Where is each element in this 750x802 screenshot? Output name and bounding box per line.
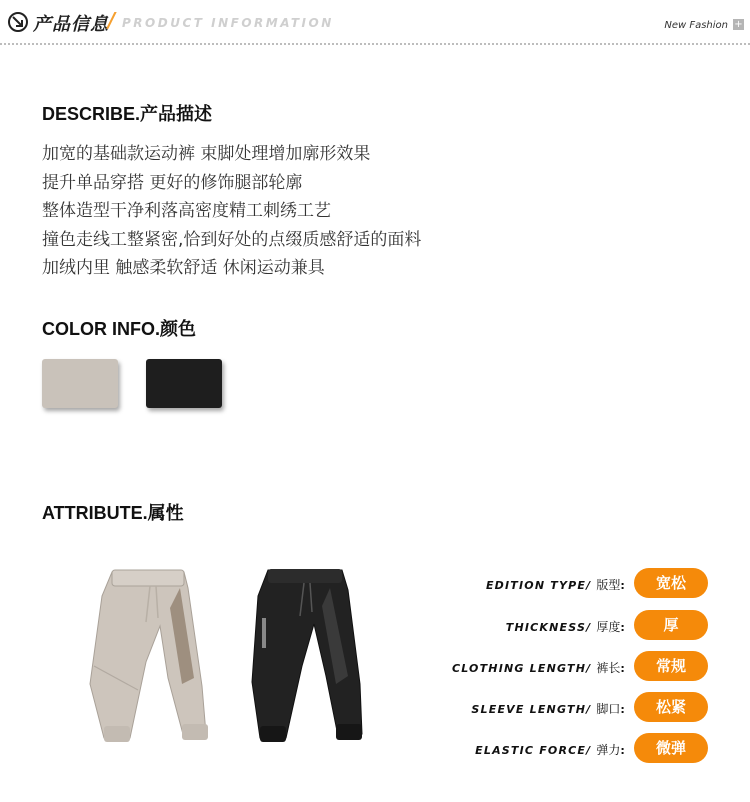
page-header <box>0 0 750 48</box>
header-slash: / <box>108 8 116 32</box>
color-info-title: COLOR INFO.颜色 <box>42 319 196 339</box>
describe-title: DESCRIBE.产品描述 <box>42 104 213 124</box>
attribute-row-elastic-force <box>408 733 708 763</box>
describe-line: 撞色走线工整紧密,恰到好处的点缀质感舒适的面料 <box>42 229 422 250</box>
color-swatch-black[interactable] <box>146 359 222 408</box>
attribute-row-edition-type <box>408 568 708 598</box>
header-title: 产品信息 <box>33 14 109 35</box>
plus-icon[interactable]: + <box>734 19 743 30</box>
attribute-row-sleeve-length <box>408 692 708 722</box>
color-swatch-beige[interactable] <box>42 359 118 408</box>
attribute-label: CLOTHING LENGTH/ 裤长: <box>451 661 626 675</box>
describe-line: 提升单品穿搭 更好的修饰腿部轮廓 <box>42 172 303 193</box>
beige-pants-image <box>72 566 222 756</box>
attribute-label: THICKNESS/ 厚度: <box>505 620 626 634</box>
header-subtitle: PRODUCT INFORMATION <box>122 16 334 30</box>
header-right-text: New Fashion <box>664 20 728 31</box>
attribute-value-pill: 宽松 <box>634 568 708 598</box>
describe-line: 加宽的基础款运动裤 束脚处理增加廓形效果 <box>42 144 371 164</box>
arrow-circle-icon <box>8 12 28 32</box>
describe-line: 加绒内里 触感柔软舒适 休闲运动兼具 <box>42 258 325 278</box>
attribute-label: ELASTIC FORCE/ 弹力: <box>475 743 626 757</box>
attribute-row-clothing-length <box>408 651 708 681</box>
attribute-label: SLEEVE LENGTH/ 脚口: <box>471 702 626 716</box>
attribute-value-pill: 松紧 <box>634 692 708 722</box>
attribute-row-thickness <box>408 610 708 640</box>
attribute-title: ATTRIBUTE.属性 <box>42 503 184 523</box>
describe-line: 整体造型干净利落高密度精工刺绣工艺 <box>42 201 331 221</box>
attribute-value-pill: 常规 <box>634 651 708 681</box>
header-divider <box>0 43 750 45</box>
black-pants-image <box>238 566 378 756</box>
attribute-value-pill: 微弹 <box>634 733 708 763</box>
attribute-label: EDITION TYPE/ 版型: <box>485 578 626 592</box>
describe-text <box>42 140 421 283</box>
attribute-value-pill: 厚 <box>634 610 708 640</box>
